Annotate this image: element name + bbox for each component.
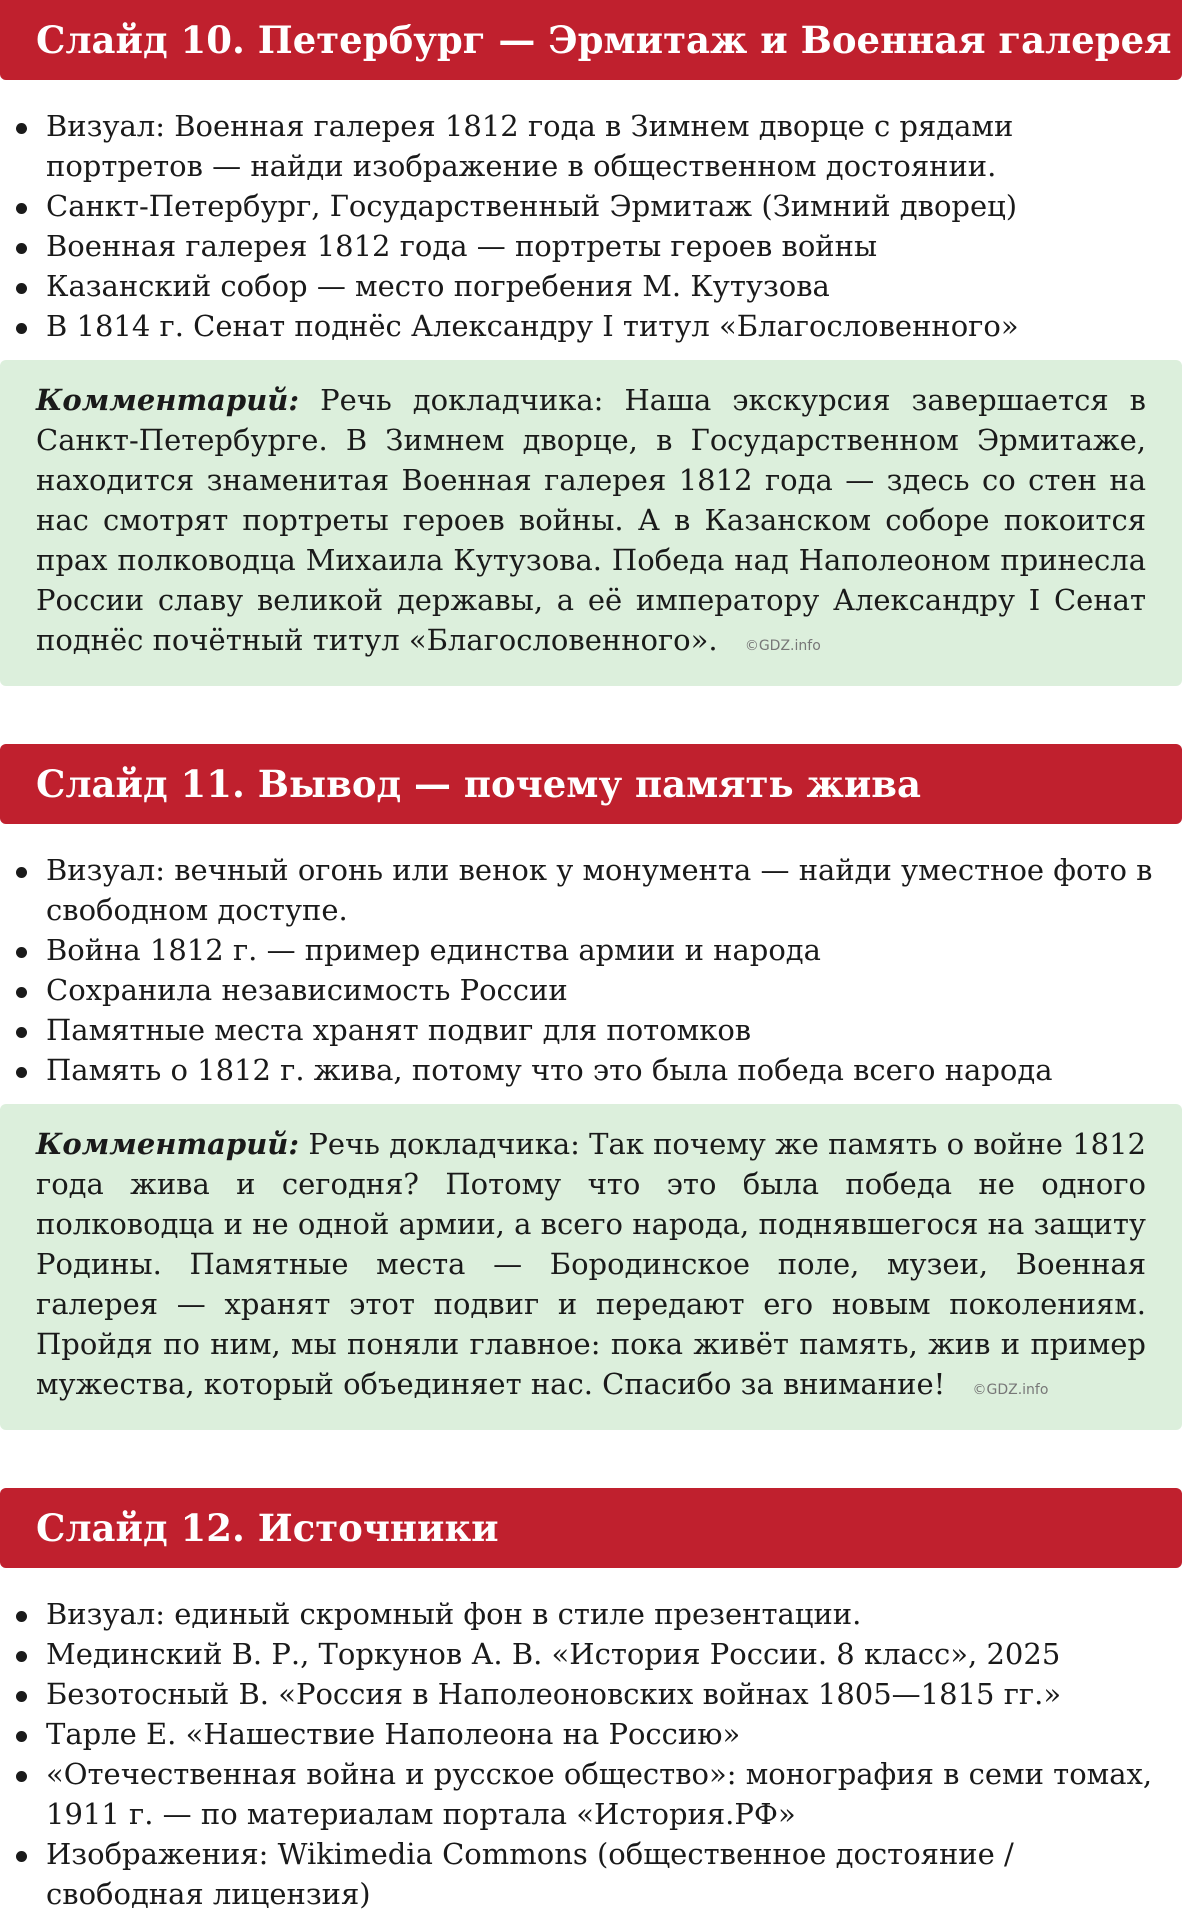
list-item: Визуал: вечный огонь или венок у монумента — найди уместное фото в свободном доступе. — [10, 850, 1154, 930]
list-item: Память о 1812 г. жива, потому что это была победа всего народа — [10, 1050, 1154, 1090]
comment-text: Речь докладчика: Так почему же память о войне 1812 года жива и сегодня? Потому что это была победа не одного полководца и не одной армии, а всего народа, поднявшегося на защиту Родины. Памятные места — Бородинское поле, музеи, Военная галерея — хранят этот подвиг и передают его новым поколениям. Пройдя по ним, мы поняли главное: пока живёт память, жив и пример мужества, который объединяет нас. Спасибо за внимание! — [36, 1127, 1146, 1401]
slide-10-header: Слайд 10. Петербург — Эрмитаж и Военная галерея — [0, 0, 1182, 80]
list-item: Визуал: единый скромный фон в стиле презентации. — [10, 1594, 1154, 1634]
slide-10-comment — [0, 360, 1182, 686]
list-item: Санкт-Петербург, Государственный Эрмитаж (Зимний дворец) — [10, 186, 1154, 226]
slide-12-header: Слайд 12. Источники — [0, 1488, 1182, 1568]
list-item: Безотосный В. «Россия в Наполеоновских войнах 1805—1815 гг.» — [10, 1674, 1154, 1714]
slide-12 — [0, 1488, 1182, 1928]
spacer — [0, 1430, 1182, 1488]
slide-11-header: Слайд 11. Вывод — почему память жива — [0, 744, 1182, 824]
list-item: Казанский собор — место погребения М. Кутузова — [10, 266, 1154, 306]
watermark-stamp: ©GDZ.info — [972, 1382, 1049, 1398]
list-item: Война 1812 г. — пример единства армии и народа — [10, 930, 1154, 970]
slide-11 — [0, 744, 1182, 1430]
list-item: Сохранила независимость России — [10, 970, 1154, 1010]
comment-label: Комментарий: — [36, 383, 300, 417]
list-item: Тарле Е. «Нашествие Наполеона на Россию» — [10, 1714, 1154, 1754]
list-item: Памятные места хранят подвиг для потомков — [10, 1010, 1154, 1050]
spacer — [0, 686, 1182, 744]
slide-10-bullets — [0, 80, 1182, 360]
list-item: Изображения: Wikimedia Commons (общественное достояние / свободная лицензия) — [10, 1834, 1154, 1914]
list-item: В 1814 г. Сенат поднёс Александру I титул «Благословенного» — [10, 306, 1154, 346]
slide-11-comment — [0, 1104, 1182, 1430]
list-item: Военная галерея 1812 года — портреты героев войны — [10, 226, 1154, 266]
comment-text: Речь докладчика: Наша экскурсия завершается в Санкт-Петербурге. В Зимнем дворце, в Государственном Эрмитаже, находится знаменитая Военная галерея 1812 года — здесь со стен на нас смотрят портреты героев войны. А в Казанском соборе покоится прах полководца Михаила Кутузова. Победа над Наполеоном принесла России славу великой державы, а её императору Александру I Сенат поднёс почётный титул «Благословенного». — [36, 383, 1146, 657]
slide-11-bullets — [0, 824, 1182, 1104]
list-item: «Отечественная война и русское общество»: монография в семи томах, 1911 г. — по материалам портала «История.РФ» — [10, 1754, 1154, 1834]
list-item: Мединский В. Р., Торкунов А. В. «История России. 8 класс», 2025 — [10, 1634, 1154, 1674]
list-item: Визуал: Военная галерея 1812 года в Зимнем дворце с рядами портретов — найди изображение в общественном достоянии. — [10, 106, 1154, 186]
comment-label: Комментарий: — [36, 1127, 300, 1161]
slide-10 — [0, 0, 1182, 686]
slide-12-bullets — [0, 1568, 1182, 1928]
watermark-stamp: ©GDZ.info — [744, 638, 821, 654]
